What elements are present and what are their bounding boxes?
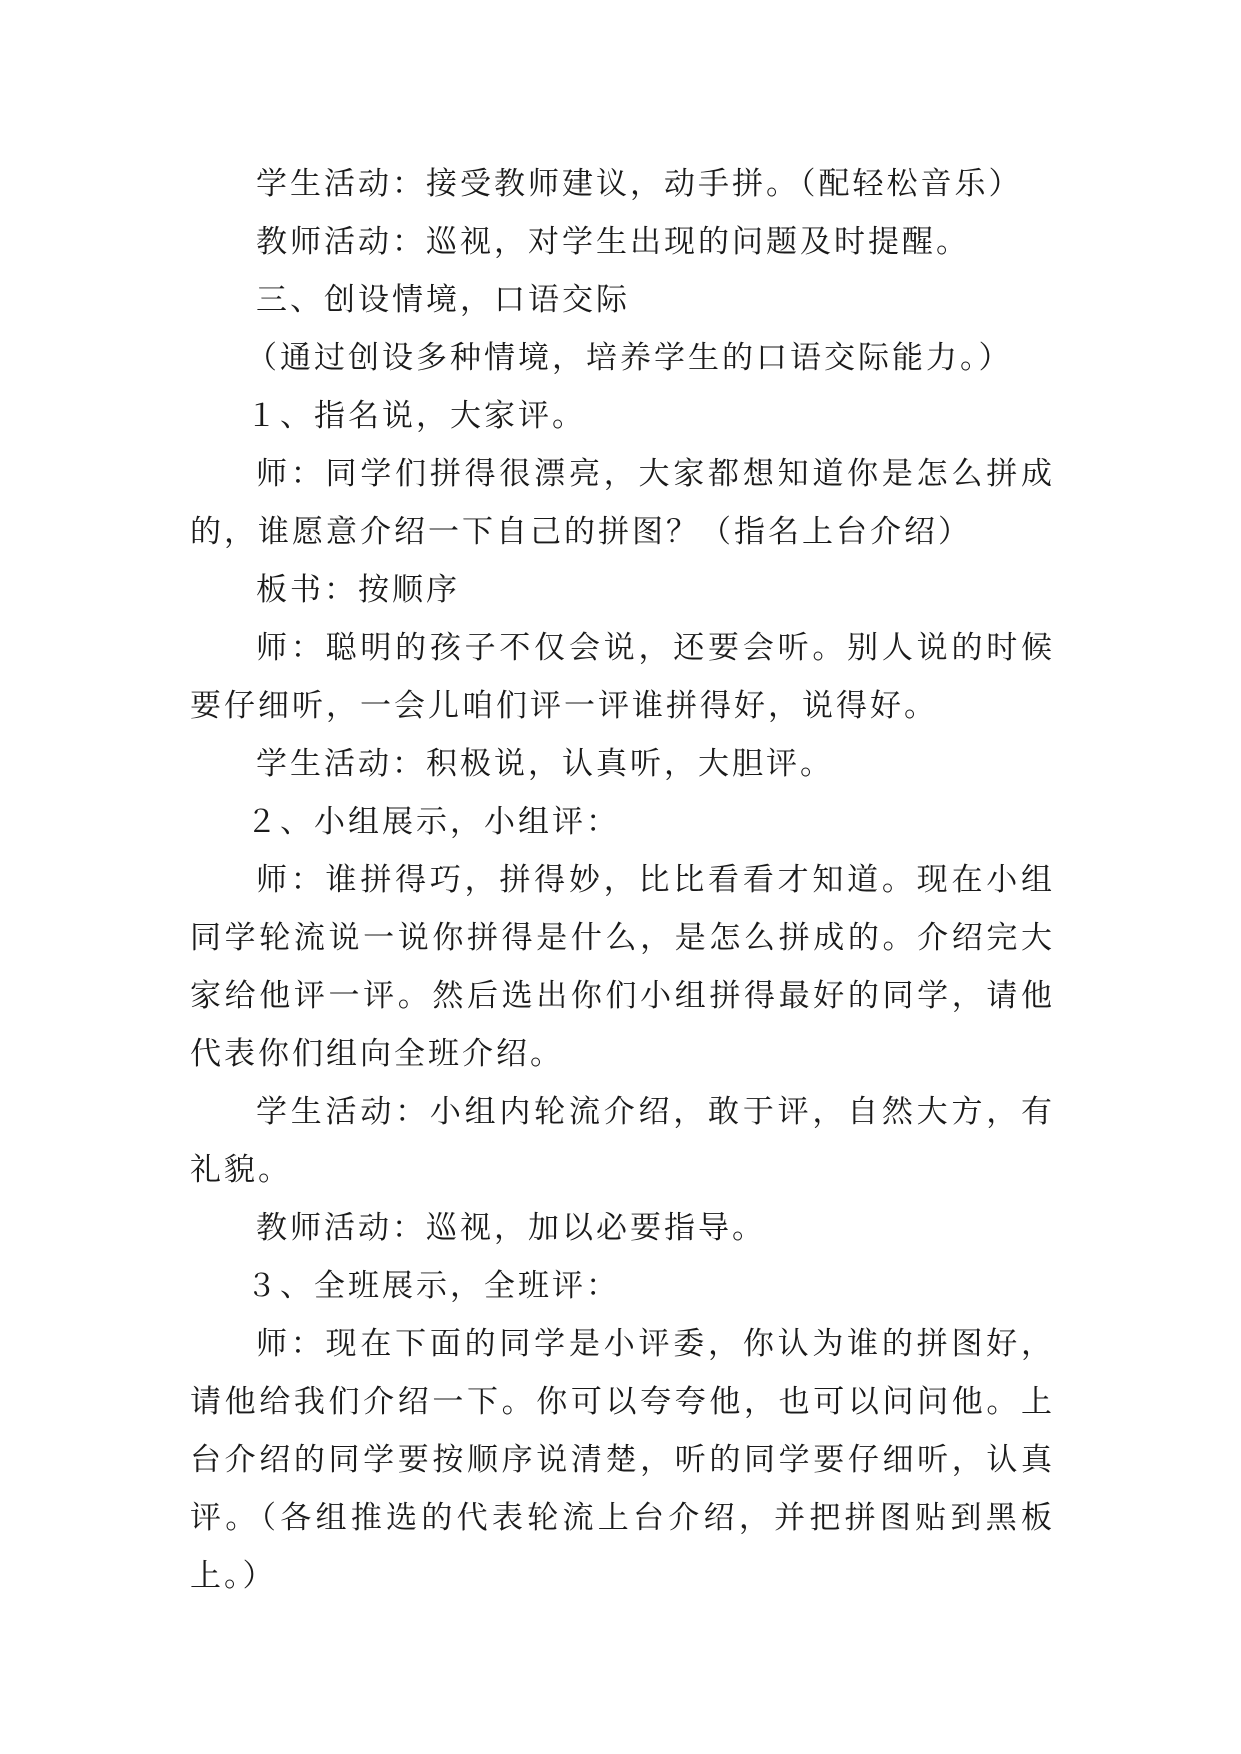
paragraph-student-activity-1: 学生活动：接受教师建议，动手拼。（配轻松音乐） [256, 166, 1023, 202]
paragraph-student-activity-3: 学生活动：小组内轮流介绍，敢于评，自然大方，有礼貌。 [190, 1094, 1055, 1188]
paragraph-teacher-speech-1: 师：同学们拼得很漂亮，大家都想知道你是怎么拼成的，谁愿意介绍一下自己的拼图？（指名上台介绍） [190, 456, 1055, 550]
paragraph-blackboard: 板书：按顺序 [256, 572, 460, 608]
list-item-1: １、指名说，大家评。 [246, 398, 586, 434]
section-note: （通过创设多种情境，培养学生的口语交际能力。） [246, 340, 1013, 376]
paragraph-teacher-speech-3: 师：谁拼得巧，拼得妙，比比看看才知道。现在小组同学轮流说一说你拼得是什么，是怎么拼成的。介绍完大家给他评一评。然后选出你们小组拼得最好的同学，请他代表你们组向全班介绍。 [190, 862, 1055, 1072]
document-page [190, 155, 1055, 1605]
section-heading-3: 三、创设情境，口语交际 [256, 282, 630, 318]
paragraph-student-activity-2: 学生活动：积极说，认真听，大胆评。 [256, 746, 834, 782]
list-item-3: ３、全班展示，全班评： [246, 1268, 620, 1304]
paragraph-teacher-activity-2: 教师活动：巡视，加以必要指导。 [256, 1210, 766, 1246]
paragraph-teacher-speech-4: 师：现在下面的同学是小评委，你认为谁的拼图好，请他给我们介绍一下。你可以夸夸他，也可以问问他。上台介绍的同学要按顺序说清楚，听的同学要仔细听，认真评。（各组推选的代表轮流上台介绍，并把拼图贴到黑板上。） [190, 1326, 1055, 1594]
paragraph-teacher-speech-2: 师：聪明的孩子不仅会说，还要会听。别人说的时候要仔细听，一会儿咱们评一评谁拼得好，说得好。 [190, 630, 1055, 724]
paragraph-teacher-activity-1: 教师活动：巡视，对学生出现的问题及时提醒。 [256, 224, 970, 260]
list-item-2: ２、小组展示，小组评： [246, 804, 620, 840]
